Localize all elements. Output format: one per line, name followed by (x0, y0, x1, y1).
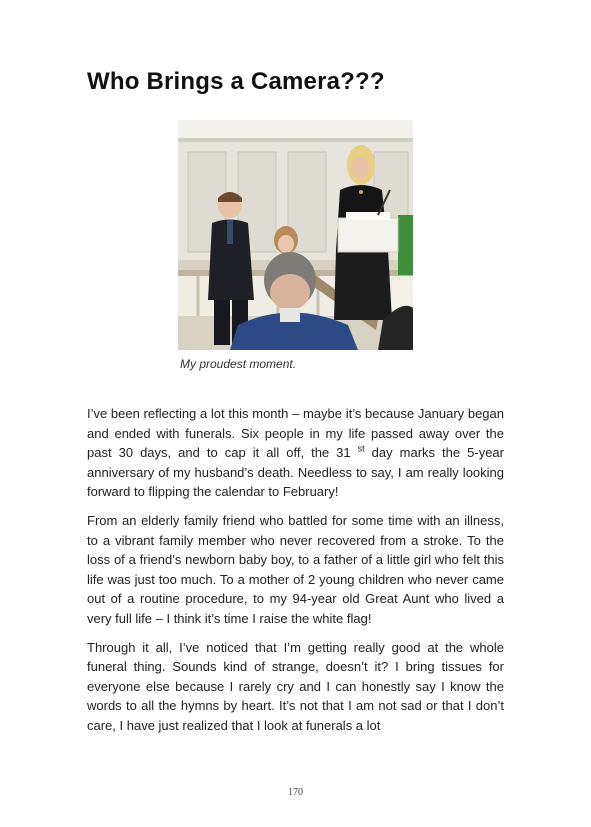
paragraph-2: From an elderly family friend who battled for some time with an illness, to a vibrant family member who never recovered from a stroke. To the loss of a friend’s newborn baby boy, to a father of a little girl who felt this life was just too much. To a mother of 2 young children who never came out of a routine procedure, to my 94-year old Great Aunt who lived a very full life – I think it’s time I raise the white flag! (87, 512, 504, 626)
page-title: Who Brings a Camera??? (87, 68, 385, 95)
page-number: 170 (288, 787, 303, 798)
paragraph-1 (87, 404, 504, 502)
ordinal-suffix: st (357, 443, 365, 454)
paragraph-1-text: I’ve been reflecting a lot this month – maybe it’s because January began and ended with funerals. Six people in my life passed away over the past 30 days, and to cap it all off, the 31 (87, 406, 504, 461)
church-photo (178, 120, 413, 350)
paragraph-1-continued: day marks the 5-year anniversary of my husband’s death. Needless to say, I am really looking forward to flipping the calendar to February! (87, 445, 504, 500)
paragraph-3: Through it all, I’ve noticed that I’m getting really good at the whole funeral thing. Sounds kind of strange, doesn’t it? I bring tissues for everyone else because I rarely cry and I can honestly say I know the words to all the hymns by heart. It’s not that I am not sad or that I don’t care, I have just realized that I look at funerals a lot (87, 639, 504, 733)
body-text (87, 404, 504, 745)
photo-caption: My proudest moment. (180, 357, 297, 371)
